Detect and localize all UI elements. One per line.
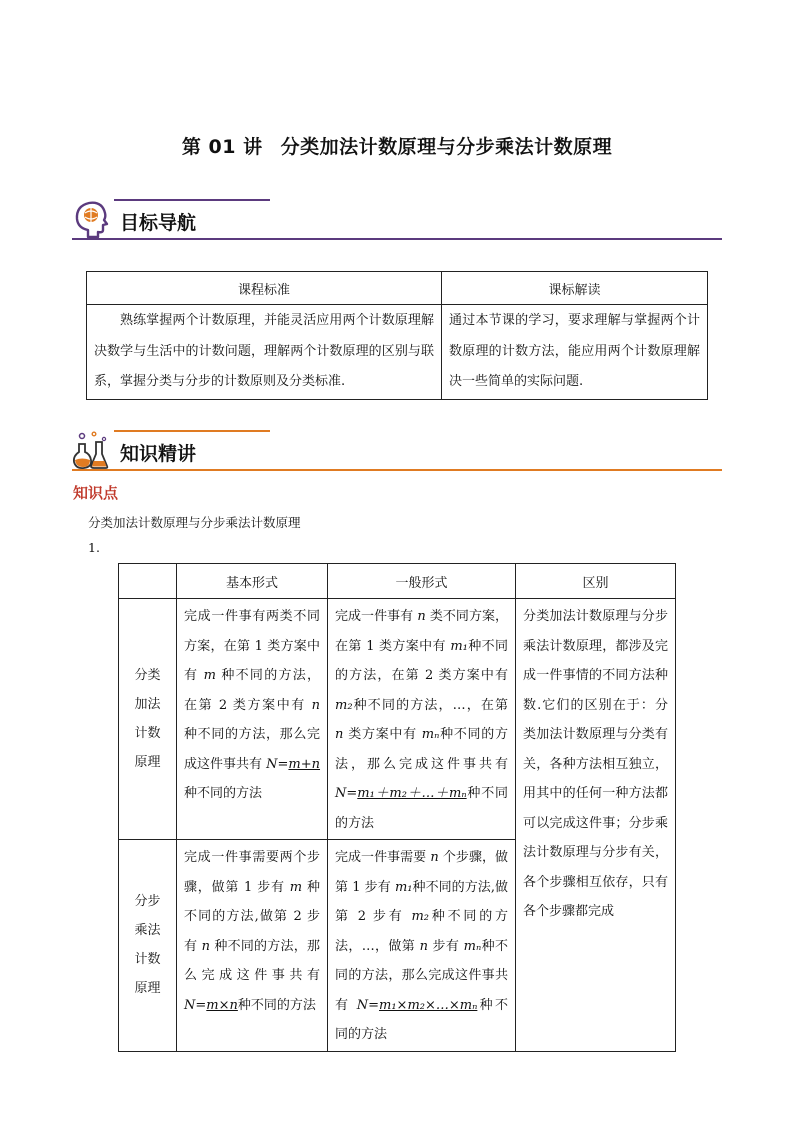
difference-text: 分类加法计数原理与分步乘法计数原理，都涉及完成一件事情的不同方法种数.它们的区别在于：分类加法计数原理与分类有关，各种方法相互独立，用其中的任何一种方法都可以完成这件事；分步乘法计数原理与分步有关，各个步骤相互依存，只有各个步骤都完成: [523, 609, 668, 919]
section-divider: [72, 238, 722, 240]
header-difference: 区别: [516, 564, 676, 599]
header-standard-interpretation: 课标解读: [442, 272, 708, 305]
course-standard-text: 熟练掌握两个计数原理，并能灵活应用两个计数原理解决数学与生活中的计数问题，理解两个计数原理的区别与联系，掌握分类与分步的计数原则及分类标准.: [94, 313, 434, 389]
header-course-standard: 课程标准: [87, 272, 442, 305]
section-topline: [114, 430, 270, 432]
standard-interpretation-text: 通过本节课的学习，要求理解与掌握两个计数原理的计数方法，能应用两个计数原理解决一些简单的实际问题.: [449, 313, 700, 389]
section-divider: [72, 469, 722, 471]
page-title: [0, 132, 794, 159]
header-general-form: 一般形式: [328, 564, 516, 599]
section-label-knowledge: 知识精讲: [120, 443, 197, 465]
lecture-topic: 分类加法计数原理与分步乘法计数原理: [280, 136, 613, 158]
knowledge-point-heading: 知识点: [73, 484, 119, 502]
addition-basic-form: 完成一件事有两类不同方案，在第 1 类方案中有 m 种不同的方法，在第 2 类方案中有 n 种不同的方法，那么完成这件事共有 N=m+n种不同的方法: [184, 609, 321, 801]
section-label-goal: 目标导航: [120, 212, 197, 234]
section-topline: [114, 199, 270, 201]
section-knowledge-explanation: [72, 430, 722, 474]
principle-table-wrap: [118, 563, 678, 1042]
addition-general-form: 完成一件事有 n 类不同方案，在第 1 类方案中有 m₁种不同的方法，在第 2 类方案中有 m₂种不同的方法，…，在第 n 类方案中有 mₙ种不同的方法，那么完成这件事共有 N=m₁＋m₂＋…＋mₙ种不同的方法: [335, 609, 508, 831]
head-brain-icon: [72, 199, 110, 239]
header-empty: [119, 564, 177, 599]
counting-principle-table: [118, 563, 676, 1052]
item-number: 1.: [88, 540, 100, 555]
row-label-multiplication: 分步乘法计数原理: [134, 894, 161, 997]
lecture-number: 第 01 讲: [181, 136, 263, 158]
header-basic-form: 基本形式: [177, 564, 328, 599]
multiplication-basic-form: 完成一件事需要两个步骤，做第 1 步有 m 种不同的方法,做第 2 步有 n 种不同的方法，那么完成这件事共有 N=m×n种不同的方法: [184, 850, 320, 1013]
knowledge-point-subtitle: 分类加法计数原理与分步乘法计数原理: [88, 515, 301, 530]
multiplication-general-form: 完成一件事需要 n 个步骤，做第 1 步有 m₁种不同的方法,做第 2 步有 m₂种不同的方法，…，做第 n 步有 mₙ种不同的方法，那么完成这件事共有 N=m₁×m₂×…×mₙ种不同的方法: [335, 850, 508, 1042]
section-goal-navigation: [72, 199, 722, 243]
row-label-addition: 分类加法计数原理: [134, 668, 161, 770]
course-standard-table: [86, 271, 708, 400]
flask-icon: [72, 430, 110, 470]
